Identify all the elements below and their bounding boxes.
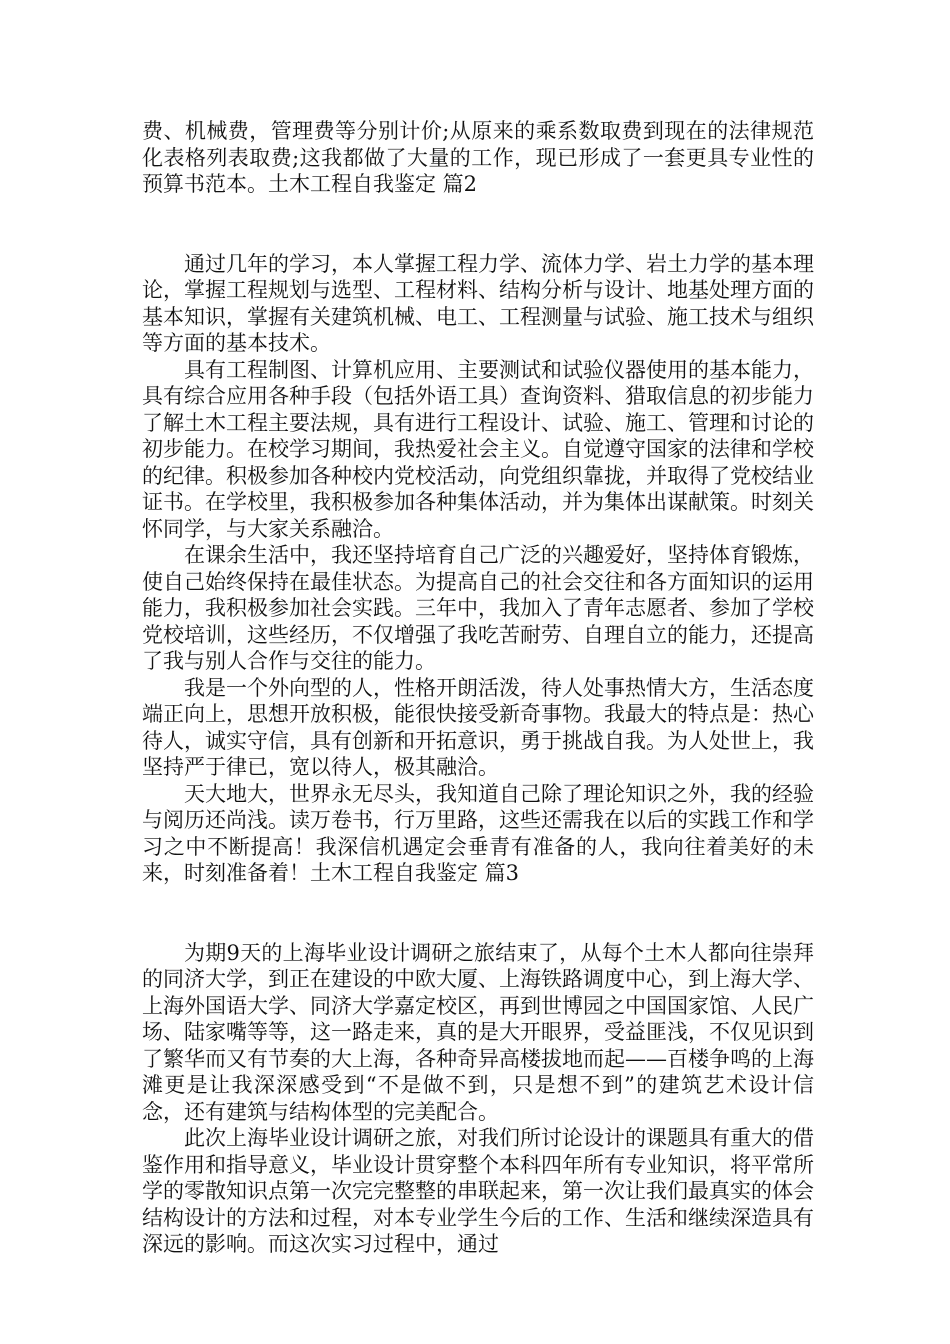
section3-paragraph-1: 为期9天的上海毕业设计调研之旅结束了，从每个土木人都向往崇拜的同济大学，到正在建设的中欧大厦、上海铁路调度中心，到上海大学、上海外国语大学、同济大学嘉定校区，再到世博园之中国国家馆、人民广场、陆家嘴等等，这一路走来，真的是大开眼界，受益匪浅，不仅见识到了繁华而又有节奏的大上海，各种奇异高楼拔地而起——百楼争鸣的上海滩更是让我深深感受到“不是做不到，只是想不到”的建筑艺术设计信念，还有建筑与结构体型的完美配合。 [142, 940, 814, 1124]
section3-paragraph-2: 此次上海毕业设计调研之旅，对我们所讨论设计的课题具有重大的借鉴作用和指导意义，毕业设计贯穿整个本科四年所有专业知识，将平常所学的零散知识点第一次完完整整的串联起来，第一次让我们最真实的体会结构设计的方法和过程，对本专业学生今后的工作、生活和继续深造具有深远的影响。而这次实习过程中，通过 [142, 1126, 814, 1256]
intro-paragraph: 费、机械费，管理费等分别计价;从原来的乘系数取费到现在的法律规范化表格列表取费;这我都做了大量的工作，现已形成了一套更具专业性的预算书范本。土木工程自我鉴定 篇2 [142, 119, 814, 196]
section2-paragraph-1: 通过几年的学习，本人掌握工程力学、流体力学、岩土力学的基本理论，掌握工程规划与选型、工程材料、结构分析与设计、地基处理方面的基本知识，掌握有关建筑机械、电工、工程测量与试验、施工技术与组织等方面的基本技术。 [142, 251, 814, 355]
document-page [142, 118, 814, 1258]
section2-paragraph-5: 天大地大，世界永无尽头，我知道自己除了理论知识之外，我的经验与阅历还尚浅。读万卷书，行万里路，这些还需我在以后的实践工作和学习之中不断提高！我深信机遇定会垂青有准备的人，我向往着美好的未来，时刻准备着！土木工程自我鉴定 篇3 [142, 781, 814, 885]
section2-paragraph-2: 具有工程制图、计算机应用、主要测试和试验仪器使用的基本能力，具有综合应用各种手段（包括外语工具）查询资料、猎取信息的初步能力了解土木工程主要法规，具有进行工程设计、试验、施工、管理和讨论的初步能力。在校学习期间，我热爱社会主义。自觉遵守国家的法律和学校的纪律。积极参加各种校内党校活动，向党组织靠拢，并取得了党校结业证书。在学校里，我积极参加各种集体活动，并为集体出谋献策。时刻关怀同学，与大家关系融洽。 [142, 357, 814, 541]
section-gap [142, 887, 814, 940]
section2-paragraph-3: 在课余生活中，我还坚持培育自己广泛的兴趣爱好，坚持体育锻炼，使自己始终保持在最佳状态。为提高自己的社会交往和各方面知识的运用能力，我积极参加社会实践。三年中，我加入了青年志愿者、参加了学校党校培训，这些经历，不仅增强了我吃苦耐劳、自理自立的能力，还提高了我与别人合作与交往的能力。 [142, 543, 814, 673]
section-gap [142, 198, 814, 251]
section2-paragraph-4: 我是一个外向型的人，性格开朗活泼，待人处事热情大方，生活态度端正向上，思想开放积极，能很快接受新奇事物。我最大的特点是：热心待人，诚实守信，具有创新和开拓意识，勇于挑战自我。为人处世上，我坚持严于律已，宽以待人，极其融洽。 [142, 675, 814, 779]
